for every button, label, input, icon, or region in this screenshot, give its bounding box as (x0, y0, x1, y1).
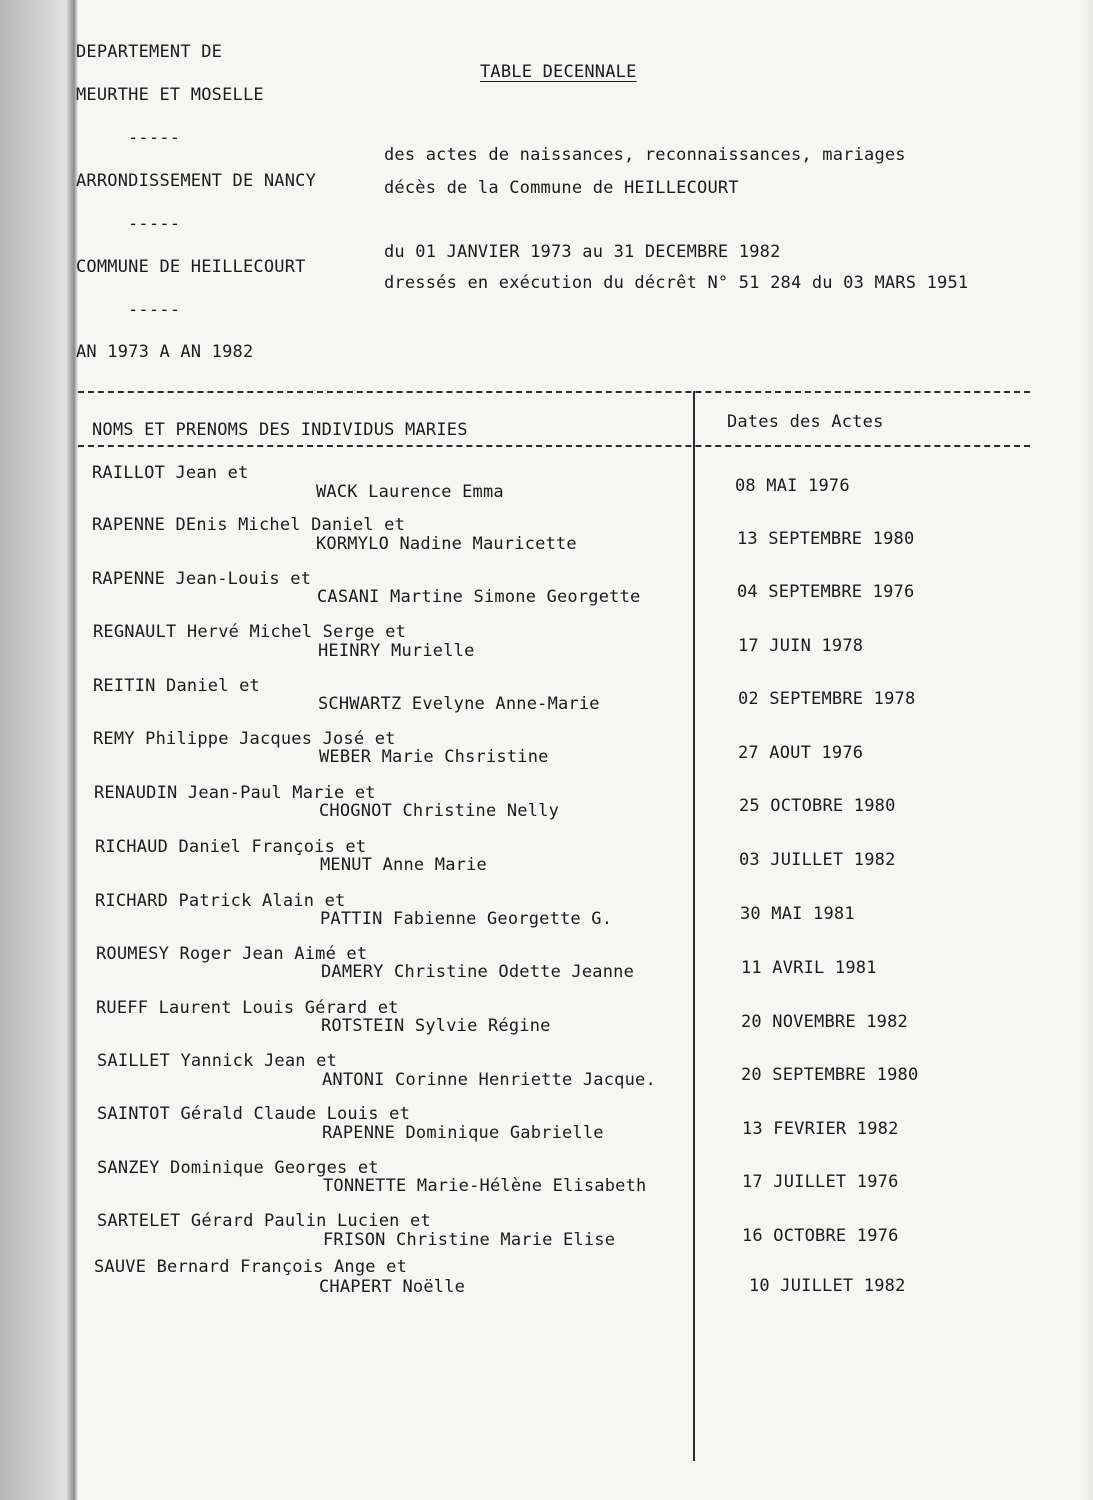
husband-name: RUEFF Laurent Louis Gérard et (96, 998, 399, 1018)
separator-1: ----- (128, 128, 181, 148)
act-date: 13 SEPTEMBRE 1980 (737, 529, 915, 549)
wife-name: RAPENNE Dominique Gabrielle (322, 1123, 604, 1143)
husband-name: SAILLET Yannick Jean et (97, 1051, 338, 1071)
wife-name: KORMYLO Nadine Mauricette (316, 534, 577, 554)
wife-name: MENUT Anne Marie (320, 855, 487, 875)
table-column-divider (693, 391, 695, 1461)
separator-3: ----- (128, 300, 181, 320)
act-date: 17 JUIN 1978 (738, 636, 864, 656)
act-date: 30 MAI 1981 (740, 904, 855, 924)
husband-name: RICHARD Patrick Alain et (95, 891, 346, 911)
table-top-rule (78, 391, 1030, 393)
husband-name: SAUVE Bernard François Ange et (94, 1257, 408, 1277)
husband-name: SARTELET Gérard Paulin Lucien et (97, 1211, 431, 1231)
act-date: 20 NOVEMBRE 1982 (741, 1012, 908, 1032)
act-date: 16 OCTOBRE 1976 (742, 1226, 899, 1246)
act-date: 27 AOUT 1976 (738, 743, 864, 763)
wife-name: CHAPERT Noëlle (319, 1277, 466, 1297)
wife-name: ROTSTEIN Sylvie Régine (321, 1016, 551, 1036)
husband-name: RAPENNE Jean-Louis et (92, 569, 312, 589)
act-date: 04 SEPTEMBRE 1976 (737, 582, 915, 602)
husband-name: REGNAULT Hervé Michel Serge et (93, 622, 407, 642)
wife-name: SCHWARTZ Evelyne Anne-Marie (318, 694, 600, 714)
act-date: 10 JUILLET 1982 (749, 1276, 906, 1296)
description-line-1: des actes de naissances, reconnaissances, mariages (384, 145, 906, 165)
commune: COMMUNE DE HEILLECOURT (76, 257, 306, 277)
husband-name: RAILLOT Jean et (92, 463, 249, 483)
binding-shadow (0, 0, 78, 1500)
husband-name: RICHAUD Daniel François et (95, 837, 367, 857)
page-edge (1079, 0, 1093, 1500)
act-date: 11 AVRIL 1981 (741, 958, 877, 978)
wife-name: TONNETTE Marie-Hélène Elisabeth (323, 1176, 647, 1196)
column-header-names: NOMS ET PRENOMS DES INDIVIDUS MARIES (92, 420, 468, 440)
period: du 01 JANVIER 1973 au 31 DECEMBRE 1982 (384, 242, 781, 262)
husband-name: REMY Philippe Jacques José et (93, 729, 396, 749)
wife-name: PATTIN Fabienne Georgette G. (320, 909, 613, 929)
wife-name: WACK Laurence Emma (316, 482, 504, 502)
departement-line-1: DEPARTEMENT DE (76, 42, 223, 62)
annees: AN 1973 A AN 1982 (76, 342, 254, 362)
act-date: 02 SEPTEMBRE 1978 (738, 689, 916, 709)
husband-name: ROUMESY Roger Jean Aimé et (96, 944, 368, 964)
husband-name: REITIN Daniel et (93, 676, 260, 696)
husband-name: SAINTOT Gérald Claude Louis et (97, 1104, 411, 1124)
page-title: TABLE DECENNALE (480, 62, 637, 82)
act-date: 13 FEVRIER 1982 (742, 1119, 899, 1139)
wife-name: FRISON Christine Marie Elise (323, 1230, 616, 1250)
wife-name: HEINRY Murielle (318, 641, 475, 661)
wife-name: DAMERY Christine Odette Jeanne (321, 962, 635, 982)
arrondissement: ARRONDISSEMENT DE NANCY (76, 171, 317, 191)
husband-name: RENAUDIN Jean-Paul Marie et (94, 783, 376, 803)
act-date: 17 JUILLET 1976 (742, 1172, 899, 1192)
description-line-2: décès de la Commune de HEILLECOURT (384, 178, 739, 198)
table-header-rule (78, 445, 1030, 447)
column-header-dates: Dates des Actes (727, 412, 884, 432)
husband-name: SANZEY Dominique Georges et (97, 1158, 379, 1178)
act-date: 25 OCTOBRE 1980 (739, 796, 896, 816)
wife-name: CHOGNOT Christine Nelly (319, 801, 560, 821)
act-date: 20 SEPTEMBRE 1980 (741, 1065, 919, 1085)
act-date: 08 MAI 1976 (735, 476, 850, 496)
wife-name: WEBER Marie Chsristine (319, 747, 549, 767)
decree: dressés en exécution du décrêt N° 51 284 du 03 MARS 1951 (384, 273, 969, 293)
husband-name: RAPENNE DEnis Michel Daniel et (92, 515, 406, 535)
wife-name: ANTONI Corinne Henriette Jacque. (322, 1070, 656, 1090)
wife-name: CASANI Martine Simone Georgette (317, 587, 641, 607)
act-date: 03 JUILLET 1982 (739, 850, 896, 870)
separator-2: ----- (128, 214, 181, 234)
departement-line-2: MEURTHE ET MOSELLE (76, 85, 264, 105)
